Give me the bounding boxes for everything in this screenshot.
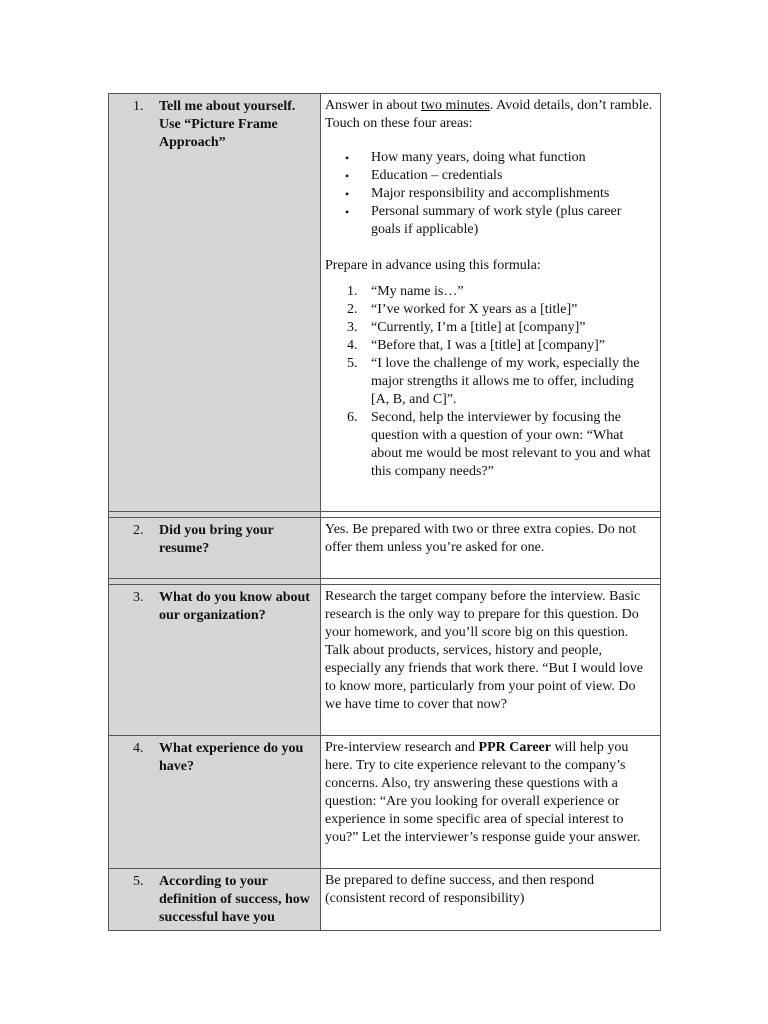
table-row [109, 869, 661, 931]
answer-text-bold: PPR Career [478, 740, 551, 755]
question-number: 3. [133, 590, 144, 605]
question-text: What experience do you have? [159, 741, 304, 774]
list-item [347, 283, 654, 301]
list-text: Second, help the interviewer by focusing the question with a question of your own: “What about me would be most relevant to you and what this company needs?” [371, 410, 651, 479]
answer-cell [321, 94, 661, 512]
list-item [347, 319, 654, 337]
question-number: 1. [133, 99, 144, 114]
answer-intro-post: . Avoid details, don’t ramble. Touch on these four areas: [325, 98, 653, 131]
interview-qa-table [108, 93, 661, 931]
question-cell [109, 94, 321, 512]
answer-text: Research the target company before the interview. Basic research is the only way to prepare for this question. Do your homework, and you’ll score big on this question. Talk about products, services, history and people, especially any friends that work there. “But I would love to know more, particularly from your point of view. Do we have time to cover that now? [325, 589, 644, 712]
question-text: Tell me about yourself. Use “Picture Frame Approach” [159, 99, 296, 150]
answer-intro [325, 97, 654, 133]
list-number: 2. [347, 302, 358, 317]
answer-text: Yes. Be prepared with two or three extra copies. Do not offer them unless you’re asked for one. [325, 522, 637, 555]
answer-text: Be prepared to define success, and then respond (consistent record of responsibility) [325, 873, 595, 906]
list-number: 4. [347, 338, 358, 353]
list-text: “Currently, I’m a [title] at [company]” [371, 320, 586, 335]
question-number: 4. [133, 741, 144, 756]
answer-intro-underlined: two minutes [421, 98, 490, 113]
answer-text-pre: Pre-interview research and [325, 740, 479, 755]
list-item: • Education – credentials [371, 167, 654, 185]
question-text: According to your definition of success, how successful have you [159, 874, 310, 925]
list-text: “Before that, I was a [title] at [company]” [371, 338, 606, 353]
list-number: 3. [347, 320, 358, 335]
answer-intro-pre: Answer in about [325, 98, 422, 113]
question-number: 2. [133, 523, 144, 538]
list-number: 1. [347, 284, 358, 299]
list-item [347, 301, 654, 319]
table-row [109, 585, 661, 736]
answer-cell [321, 736, 661, 869]
answer-text [325, 739, 654, 847]
table-row [109, 518, 661, 579]
table-row [109, 736, 661, 869]
answer-cell [321, 869, 661, 931]
table-row [109, 94, 661, 512]
question-number: 5. [133, 874, 144, 889]
question-cell [109, 736, 321, 869]
list-number: 6. [347, 410, 358, 425]
question-text: Did you bring your resume? [159, 523, 274, 556]
answer-text-post: will help you here. Try to cite experience relevant to the company’s concerns. Also, try answering these questions with a question: “Are you looking for overall experience or experience in some specific area of special interest to you?” Let the interviewer’s response guide your answer. [325, 740, 641, 845]
question-cell [109, 518, 321, 579]
list-item: • Personal summary of work style (plus career goals if applicable) [371, 203, 654, 239]
list-item [347, 355, 654, 409]
answer-cell [321, 518, 661, 579]
formula-intro: Prepare in advance using this formula: [325, 258, 541, 273]
list-item: • How many years, doing what function [371, 149, 654, 167]
list-item [347, 409, 654, 481]
formula-list [325, 283, 654, 481]
list-text: “My name is…” [371, 284, 464, 299]
list-text: “I love the challenge of my work, especially the major strengths it allows me to offer, including [A, B, and C]”. [371, 356, 640, 407]
question-cell [109, 869, 321, 931]
list-item: • Major responsibility and accomplishments [371, 185, 654, 203]
question-text: What do you know about our organization? [159, 590, 310, 623]
answer-cell [321, 585, 661, 736]
list-text: “I’ve worked for X years as a [title]” [371, 302, 578, 317]
list-item [347, 337, 654, 355]
bullet-list [325, 149, 654, 239]
list-number: 5. [347, 356, 358, 371]
question-cell [109, 585, 321, 736]
